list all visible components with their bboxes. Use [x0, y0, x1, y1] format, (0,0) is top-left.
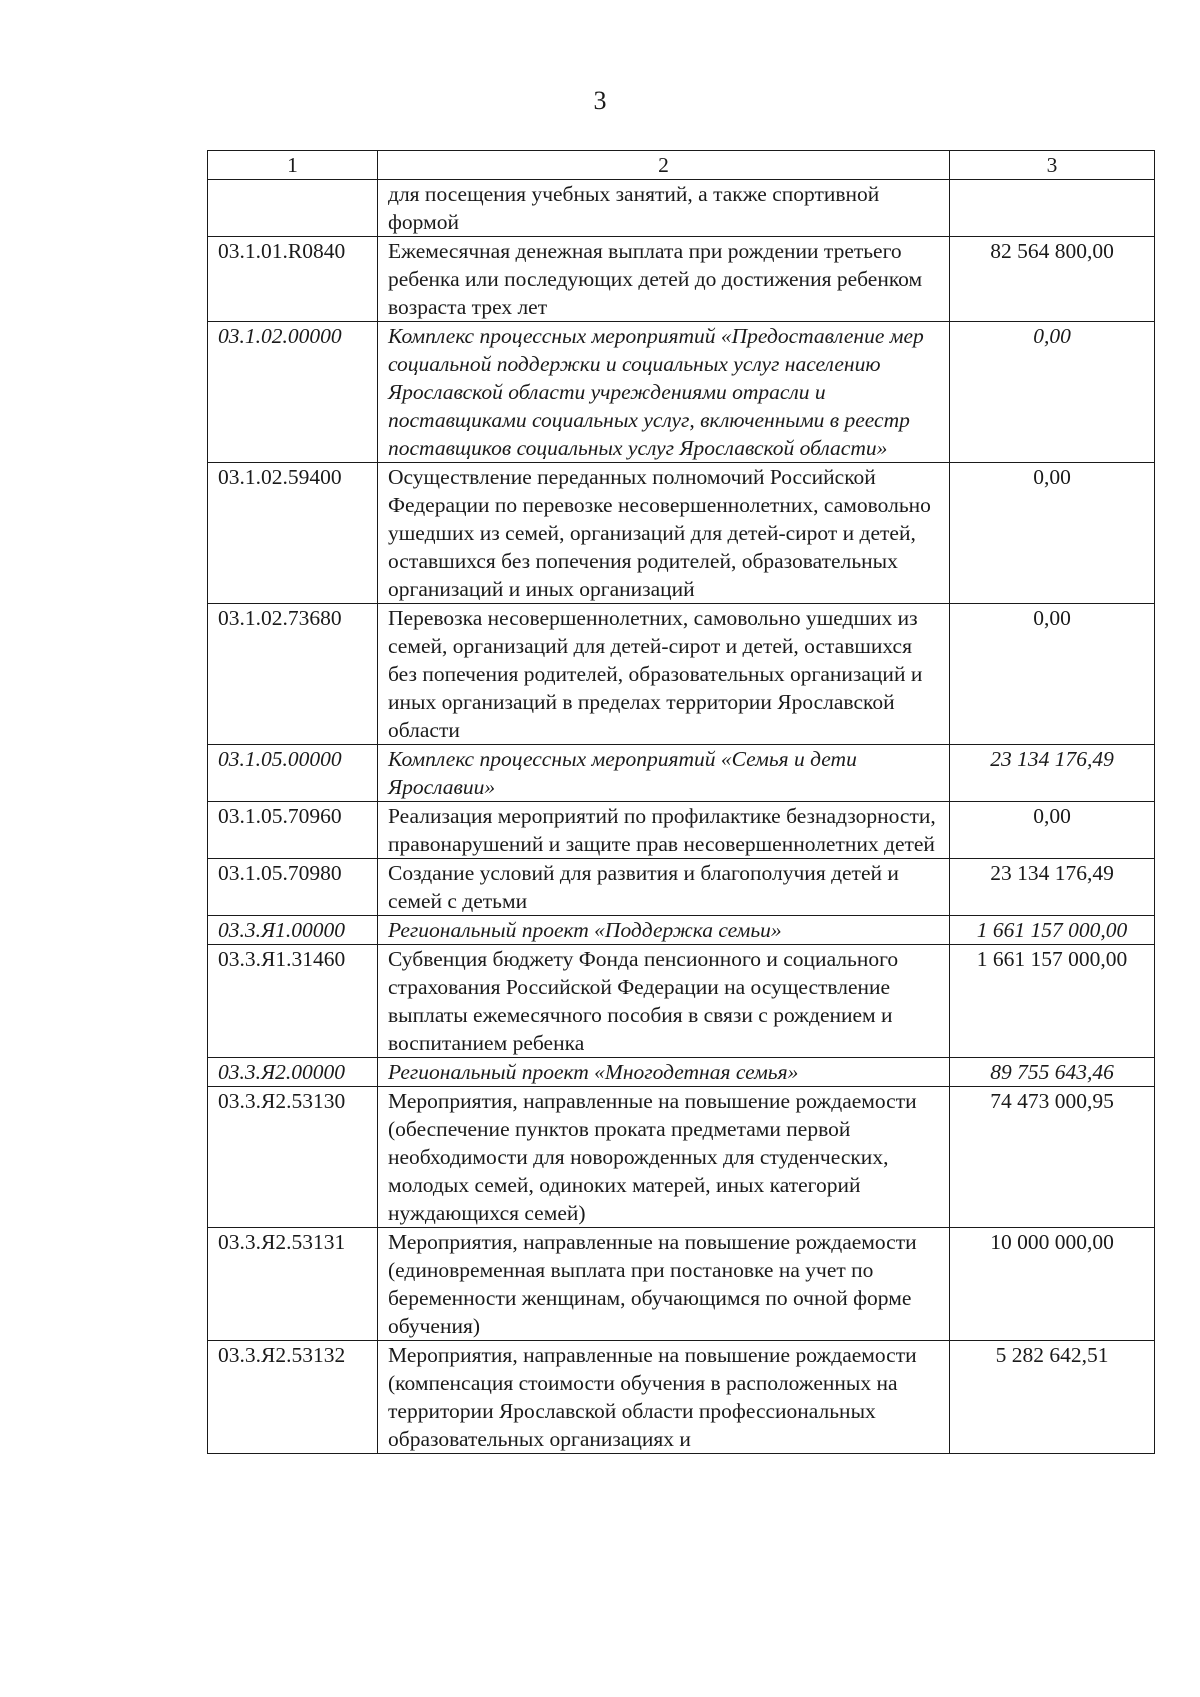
page-number: 3 — [593, 86, 607, 115]
row-code: 03.1.02.73680 — [208, 604, 378, 745]
table-row — [208, 1087, 1155, 1228]
table-row — [208, 1341, 1155, 1454]
row-amount: 0,00 — [950, 463, 1155, 604]
row-amount: 1 661 157 000,00 — [950, 945, 1155, 1058]
row-amount: 10 000 000,00 — [950, 1228, 1155, 1341]
row-name: для посещения учебных занятий, а также спортивной формой — [378, 180, 950, 237]
table-row — [208, 180, 1155, 237]
row-amount: 89 755 643,46 — [950, 1058, 1155, 1087]
table-header — [208, 151, 1155, 180]
row-amount — [950, 180, 1155, 237]
row-amount: 74 473 000,95 — [950, 1087, 1155, 1228]
row-amount: 0,00 — [950, 604, 1155, 745]
table-row — [208, 463, 1155, 604]
table-row — [208, 1228, 1155, 1341]
row-name: Региональный проект «Поддержка семьи» — [378, 916, 950, 945]
row-amount: 0,00 — [950, 322, 1155, 463]
header-col-2: 2 — [378, 151, 950, 180]
row-amount: 82 564 800,00 — [950, 237, 1155, 322]
row-name: Мероприятия, направленные на повышение рождаемости (компенсация стоимости обучения в расположенных на территории Ярославской области профессиональных образовательных организациях и — [378, 1341, 950, 1454]
row-code: 03.1.01.R0840 — [208, 237, 378, 322]
row-amount: 23 134 176,49 — [950, 859, 1155, 916]
row-code — [208, 180, 378, 237]
row-code: 03.1.05.70980 — [208, 859, 378, 916]
row-code: 03.3.Я1.31460 — [208, 945, 378, 1058]
table-row — [208, 802, 1155, 859]
table-row — [208, 859, 1155, 916]
header-row — [208, 151, 1155, 180]
table-row-section — [208, 322, 1155, 463]
row-name: Комплекс процессных мероприятий «Семья и дети Ярославии» — [378, 745, 950, 802]
row-amount: 1 661 157 000,00 — [950, 916, 1155, 945]
row-name: Комплекс процессных мероприятий «Предоставление мер социальной поддержки и социальных услуг населению Ярославской области учреждениями отрасли и поставщиками социальных услуг, включенными в реестр поставщиков социальных услуг Ярославской области» — [378, 322, 950, 463]
row-amount: 0,00 — [950, 802, 1155, 859]
row-name: Ежемесячная денежная выплата при рождении третьего ребенка или последующих детей до достижения ребенком возраста трех лет — [378, 237, 950, 322]
row-name: Реализация мероприятий по профилактике безнадзорности, правонарушений и защите прав несовершеннолетних детей — [378, 802, 950, 859]
row-code: 03.3.Я1.00000 — [208, 916, 378, 945]
header-col-1: 1 — [208, 151, 378, 180]
row-name: Перевозка несовершеннолетних, самовольно ушедших из семей, организаций для детей-сирот и детей, оставшихся без попечения родителей, образовательных организаций и иных организаций в пределах территории Ярославской области — [378, 604, 950, 745]
row-code: 03.3.Я2.53130 — [208, 1087, 378, 1228]
header-col-3: 3 — [950, 151, 1155, 180]
row-name: Мероприятия, направленные на повышение рождаемости (единовременная выплата при постановке на учет по беременности женщинам, обучающимся по очной форме обучения) — [378, 1228, 950, 1341]
table-row — [208, 604, 1155, 745]
table-body — [208, 180, 1155, 1454]
row-name: Региональный проект «Многодетная семья» — [378, 1058, 950, 1087]
row-code: 03.3.Я2.00000 — [208, 1058, 378, 1087]
row-code: 03.1.02.59400 — [208, 463, 378, 604]
row-amount: 5 282 642,51 — [950, 1341, 1155, 1454]
table-row — [208, 237, 1155, 322]
row-name: Создание условий для развития и благополучия детей и семей с детьми — [378, 859, 950, 916]
row-code: 03.3.Я2.53131 — [208, 1228, 378, 1341]
table-row-section — [208, 916, 1155, 945]
row-name: Мероприятия, направленные на повышение рождаемости (обеспечение пунктов проката предметами первой необходимости для новорожденных для студенческих, молодых семей, одиноких матерей, иных категорий нуждающихся семей) — [378, 1087, 950, 1228]
table-row — [208, 945, 1155, 1058]
row-code: 03.1.02.00000 — [208, 322, 378, 463]
budget-table — [207, 150, 1155, 1454]
row-code: 03.1.05.70960 — [208, 802, 378, 859]
row-name: Субвенция бюджету Фонда пенсионного и социального страхования Российской Федерации на осуществление выплаты ежемесячного пособия в связи с рождением и воспитанием ребенка — [378, 945, 950, 1058]
row-code: 03.1.05.00000 — [208, 745, 378, 802]
table-row-section — [208, 745, 1155, 802]
row-code: 03.3.Я2.53132 — [208, 1341, 378, 1454]
row-name: Осуществление переданных полномочий Российской Федерации по перевозке несовершеннолетних, самовольно ушедших из семей, организаций для детей-сирот и детей, оставшихся без попечения родителей, образовательных организаций и иных организаций — [378, 463, 950, 604]
row-amount: 23 134 176,49 — [950, 745, 1155, 802]
table-row-section — [208, 1058, 1155, 1087]
